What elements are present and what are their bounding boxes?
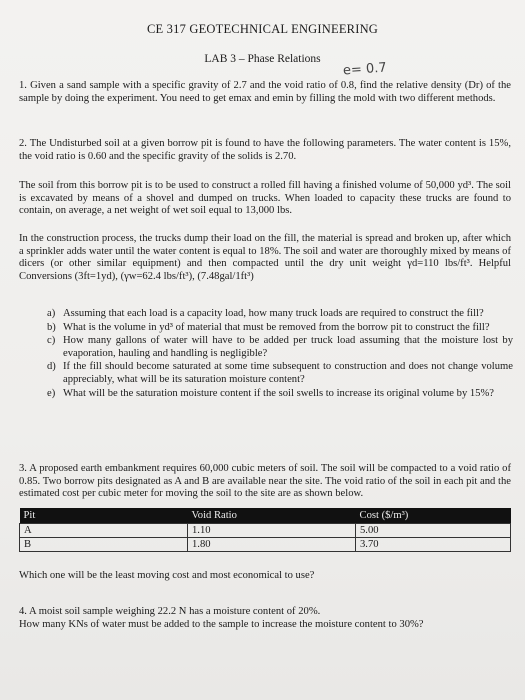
question-4-line-1: 4. A moist soil sample weighing 22.2 N has a moisture content of 20%. <box>19 606 321 617</box>
lab-title: LAB 3 – Phase Relations <box>204 53 321 65</box>
header-cost: Cost ($/m³) <box>356 508 511 524</box>
subpart-c: c) How many gallons of water will have to be added per truck load assuming that the moisture lost by evaporation, hauling and handling is negligible? <box>47 335 513 359</box>
void-ratio-cell: 1.10 <box>188 524 356 538</box>
question-4-line-2: How many KNs of water must be added to the sample to increase the moisture content to 30%? <box>19 618 424 630</box>
question-2-borrow-pit: The soil from this borrow pit is to be used to construct a rolled fill having a finished volume of 50,000 yd³. The soil is excavated by means of a shovel and dumped on trucks. When loaded to capacity these trucks are found to contain, on average, a net weight of wet soil equal to 13,000 lbs. <box>19 180 511 217</box>
borrow-pit-table <box>19 508 511 552</box>
question-2-subparts <box>47 308 513 401</box>
pit-cell: A <box>20 524 188 538</box>
table-row <box>20 524 511 538</box>
subpart-b: b) What is the volume in yd³ of material that must be removed from the borrow pit to construct the fill? <box>47 321 490 333</box>
cost-cell: 5.00 <box>356 524 511 538</box>
question-3: 3. A proposed earth embankment requires 60,000 cubic meters of soil. The soil will be compacted to a void ratio of 0.85. Two borrow pits designated as A and B are available near the site. The void ratio of the soil in each pit and the estimated cost per cubic meter for moving the soil to the site are as shown below. <box>19 463 511 500</box>
subpart-d: d) If the fill should become saturated at some time subsequent to construction and does not change volume appreciably, what will be its saturation moisture content? <box>47 361 513 385</box>
question-4 <box>19 606 511 631</box>
course-title: CE 317 GEOTECHNICAL ENGINEERING <box>146 22 379 36</box>
pit-cell: B <box>20 538 188 552</box>
table-row <box>20 538 511 552</box>
question-3-ask: Which one will be the least moving cost and most economical to use? <box>19 570 315 581</box>
question-2-construction: In the construction process, the trucks dump their load on the fill, the material is spread and broken up, after which a sprinkler adds water until the water content is equal to 18%. The soil and water are thoroughly mixed by means of dicers (or other similar equipment) and then compacted until the dry unit weight γd=110 lbs/ft³. Helpful Conversions (3ft=1yd), (γw=62.4 lbs/ft³), (7.48gal/1ft³) <box>19 233 511 282</box>
header-pit: Pit <box>20 508 188 524</box>
question-1: 1. Given a sand sample with a specific gravity of 2.7 and the void ratio of 0.8, find the relative density (Dr) of the sample by doing the experiment. You need to get emax and emin by filling the mold with two different methods. <box>19 80 511 104</box>
void-ratio-cell: 1.80 <box>188 538 356 552</box>
handwritten-note: e= 0.7 <box>342 60 388 79</box>
subpart-e: e) What will be the saturation moisture content if the soil swells to increase its original volume by 15%? <box>47 387 495 399</box>
cost-cell: 3.70 <box>356 538 511 552</box>
table-header-row <box>20 508 511 524</box>
subpart-a: a) Assuming that each load is a capacity load, how many truck loads are required to construct the fill? <box>47 308 484 319</box>
header-void-ratio: Void Ratio <box>188 508 356 524</box>
question-2-intro: 2. The Undisturbed soil at a given borrow pit is found to have the following parameters. The water content is 15%, the void ratio is 0.60 and the specific gravity of the solids is 2.70. <box>19 138 511 162</box>
